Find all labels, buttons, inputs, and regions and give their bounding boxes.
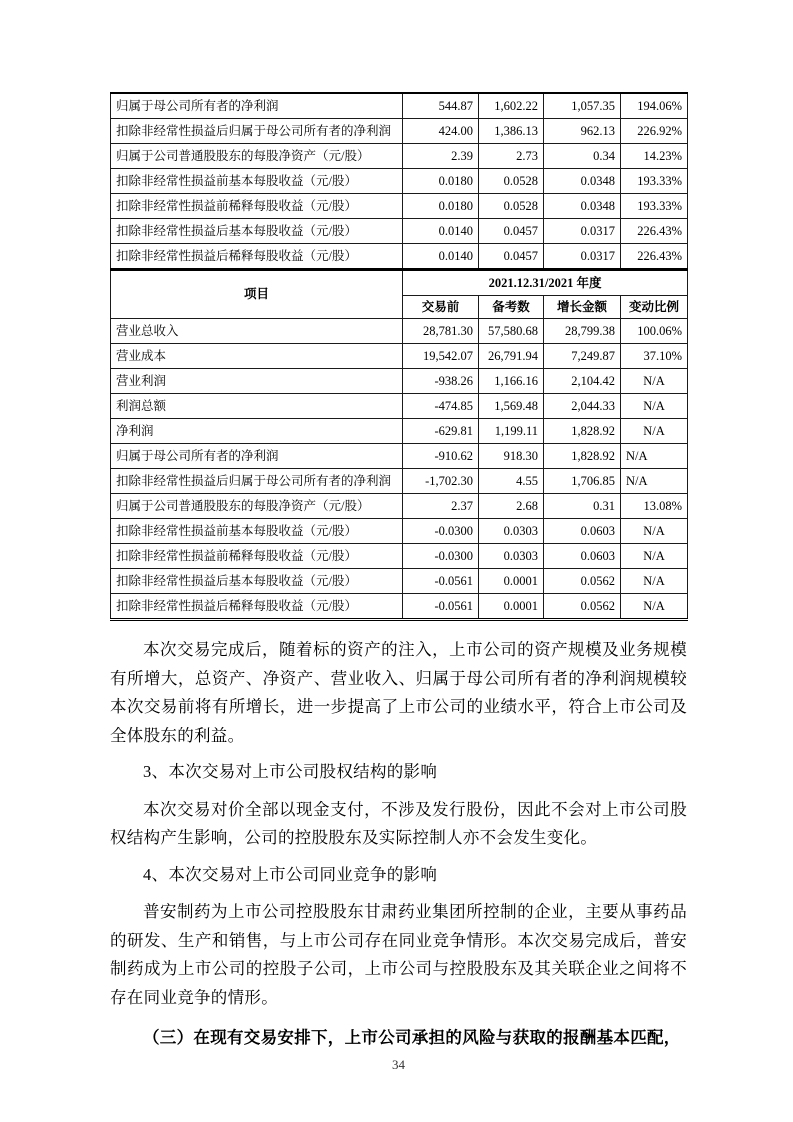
cell-item: 净利润	[111, 419, 403, 444]
cell-item: 归属于公司普通股股东的每股净资产（元/股）	[111, 144, 403, 169]
cell-pro: 2.73	[479, 144, 544, 169]
header-period: 2021.12.31/2021 年度	[403, 270, 688, 296]
cell-ratio: 226.43%	[621, 244, 688, 270]
cell-pre: -0.0300	[403, 544, 479, 569]
paragraph-transaction-effect: 本次交易完成后，随着标的资产的注入，上市公司的资产规模及业务规模有所增大，总资产、净资产、营业收入、归属于母公司所有者的净利润规模较本次交易前将有所增长，进一步提高了上市公司的业绩水平，符合上市公司及全体股东的利益。	[110, 640, 687, 745]
table-row	[111, 244, 688, 270]
cell-ratio: 37.10%	[621, 344, 688, 369]
pro-forma-table-2021	[110, 269, 688, 621]
page-number: 34	[392, 1056, 405, 1072]
table-row	[111, 119, 688, 144]
cell-growth: 1,828.92	[544, 444, 621, 469]
table-row	[111, 444, 688, 469]
heading-3-equity-structure: 3、本次交易对上市公司股权结构的影响	[143, 762, 438, 781]
cell-pre: 2.37	[403, 494, 479, 519]
cell-pre: -910.62	[403, 444, 479, 469]
table-row	[111, 519, 688, 544]
cell-pro: 0.0528	[479, 169, 544, 194]
table-row	[111, 194, 688, 219]
cell-pre: 2.39	[403, 144, 479, 169]
cell-growth: 2,104.42	[544, 369, 621, 394]
cell-item: 营业利润	[111, 369, 403, 394]
cell-pro: 2.68	[479, 494, 544, 519]
cell-ratio: 100.06%	[621, 319, 688, 344]
header-pro: 备考数	[479, 296, 544, 319]
cell-item: 扣除非经常性损益后基本每股收益（元/股）	[111, 569, 403, 594]
cell-growth: 962.13	[544, 119, 621, 144]
cell-growth: 2,044.33	[544, 394, 621, 419]
cell-growth: 0.0562	[544, 594, 621, 620]
cell-pro: 0.0457	[479, 219, 544, 244]
table-row	[111, 144, 688, 169]
cell-item: 扣除非经常性损益后归属于母公司所有者的净利润	[111, 119, 403, 144]
cell-ratio: N/A	[621, 594, 688, 620]
cell-growth: 0.0348	[544, 194, 621, 219]
cell-growth: 0.34	[544, 144, 621, 169]
cell-ratio: N/A	[621, 469, 688, 494]
cell-pro: 0.0303	[479, 544, 544, 569]
cell-ratio: N/A	[621, 444, 688, 469]
cell-pre: 28,781.30	[403, 319, 479, 344]
cell-growth: 0.0562	[544, 569, 621, 594]
heading-4-competition: 4、本次交易对上市公司同业竞争的影响	[143, 864, 438, 884]
cell-ratio: 226.43%	[621, 219, 688, 244]
cell-item: 扣除非经常性损益前基本每股收益（元/股）	[111, 519, 403, 544]
table-row	[111, 594, 688, 620]
cell-item: 归属于公司普通股股东的每股净资产（元/股）	[111, 494, 403, 519]
cell-item: 营业成本	[111, 344, 403, 369]
cell-pro: 0.0528	[479, 194, 544, 219]
cell-pro: 26,791.94	[479, 344, 544, 369]
cell-pre: 0.0180	[403, 169, 479, 194]
cell-growth: 1,828.92	[544, 419, 621, 444]
table-row	[111, 569, 688, 594]
cell-item: 扣除非经常性损益前稀释每股收益（元/股）	[111, 544, 403, 569]
cell-ratio: N/A	[621, 394, 688, 419]
cell-ratio: 193.33%	[621, 169, 688, 194]
cell-pro: 0.0457	[479, 244, 544, 270]
cell-item: 扣除非经常性损益后归属于母公司所有者的净利润	[111, 469, 403, 494]
table-row	[111, 169, 688, 194]
table-row	[111, 319, 688, 344]
cell-pre: 424.00	[403, 119, 479, 144]
cell-growth: 28,799.38	[544, 319, 621, 344]
cell-ratio: N/A	[621, 544, 688, 569]
table-row	[111, 369, 688, 394]
cell-item: 归属于母公司所有者的净利润	[111, 444, 403, 469]
cell-item: 营业总收入	[111, 319, 403, 344]
cell-growth: 0.0317	[544, 244, 621, 270]
table-header-row-period	[111, 270, 688, 296]
table-row	[111, 219, 688, 244]
cell-ratio: 193.33%	[621, 194, 688, 219]
cell-pre: -474.85	[403, 394, 479, 419]
cell-growth: 0.0603	[544, 519, 621, 544]
cell-pro: 4.55	[479, 469, 544, 494]
cell-pre: 0.0180	[403, 194, 479, 219]
cell-pre: -0.0561	[403, 594, 479, 620]
cell-pro: 1,166.16	[479, 369, 544, 394]
cell-item: 利润总额	[111, 394, 403, 419]
cell-growth: 1,706.85	[544, 469, 621, 494]
cell-pro: 0.0001	[479, 569, 544, 594]
table-row	[111, 494, 688, 519]
cell-ratio: 194.06%	[621, 93, 688, 119]
cell-ratio: 13.08%	[621, 494, 688, 519]
cell-item: 扣除非经常性损益后基本每股收益（元/股）	[111, 219, 403, 244]
cell-growth: 0.31	[544, 494, 621, 519]
cell-pro: 1,602.22	[479, 93, 544, 119]
heading-section-3-risk-reward: （三）在现有交易安排下，上市公司承担的风险与获取的报酬基本匹配，	[143, 1028, 681, 1047]
paragraph-competition: 普安制药为上市公司控股股东甘肃药业集团所控制的企业，主要从事药品的研发、生产和销售，与上市公司存在同业竞争情形。本次交易完成后，普安制药成为上市公司的控股子公司，上市公司与控股股东及其关联企业之间将不存在同业竞争的情形。	[110, 902, 687, 1007]
header-growth: 增长金额	[544, 296, 621, 319]
cell-pro: 1,569.48	[479, 394, 544, 419]
cell-pre: -938.26	[403, 369, 479, 394]
cell-growth: 0.0603	[544, 544, 621, 569]
cell-item: 扣除非经常性损益后稀释每股收益（元/股）	[111, 594, 403, 620]
cell-growth: 7,249.87	[544, 344, 621, 369]
cell-growth: 0.0348	[544, 169, 621, 194]
cell-item: 扣除非经常性损益后稀释每股收益（元/股）	[111, 244, 403, 270]
cell-ratio: N/A	[621, 369, 688, 394]
cell-pre: 0.0140	[403, 244, 479, 270]
cell-pro: 57,580.68	[479, 319, 544, 344]
cell-ratio: N/A	[621, 519, 688, 544]
body-text	[110, 636, 687, 1053]
cell-pre: 19,542.07	[403, 344, 479, 369]
cell-pro: 918.30	[479, 444, 544, 469]
cell-ratio: N/A	[621, 569, 688, 594]
cell-pro: 0.0303	[479, 519, 544, 544]
table-row	[111, 394, 688, 419]
cell-pro: 0.0001	[479, 594, 544, 620]
cell-pre: -1,702.30	[403, 469, 479, 494]
cell-item: 扣除非经常性损益前稀释每股收益（元/股）	[111, 194, 403, 219]
header-pre: 交易前	[403, 296, 479, 319]
cell-item: 归属于母公司所有者的净利润	[111, 93, 403, 119]
paragraph-equity-structure: 本次交易对价全部以现金支付，不涉及发行股份，因此不会对上市公司股权结构产生影响，公司的控股股东及实际控制人亦不会发生变化。	[110, 799, 687, 847]
cell-growth: 1,057.35	[544, 93, 621, 119]
cell-pre: -0.0300	[403, 519, 479, 544]
table-row	[111, 544, 688, 569]
cell-pre: 0.0140	[403, 219, 479, 244]
table-row	[111, 93, 688, 119]
cell-pre: -629.81	[403, 419, 479, 444]
table-row	[111, 344, 688, 369]
pro-forma-table-top	[110, 92, 688, 270]
cell-pro: 1,199.11	[479, 419, 544, 444]
cell-pre: 544.87	[403, 93, 479, 119]
cell-item: 扣除非经常性损益前基本每股收益（元/股）	[111, 169, 403, 194]
header-ratio: 变动比例	[621, 296, 688, 319]
cell-ratio: N/A	[621, 419, 688, 444]
table-row	[111, 469, 688, 494]
cell-pro: 1,386.13	[479, 119, 544, 144]
cell-ratio: 226.92%	[621, 119, 688, 144]
cell-growth: 0.0317	[544, 219, 621, 244]
cell-pre: -0.0561	[403, 569, 479, 594]
table-row	[111, 419, 688, 444]
header-item: 项目	[111, 270, 403, 319]
cell-ratio: 14.23%	[621, 144, 688, 169]
